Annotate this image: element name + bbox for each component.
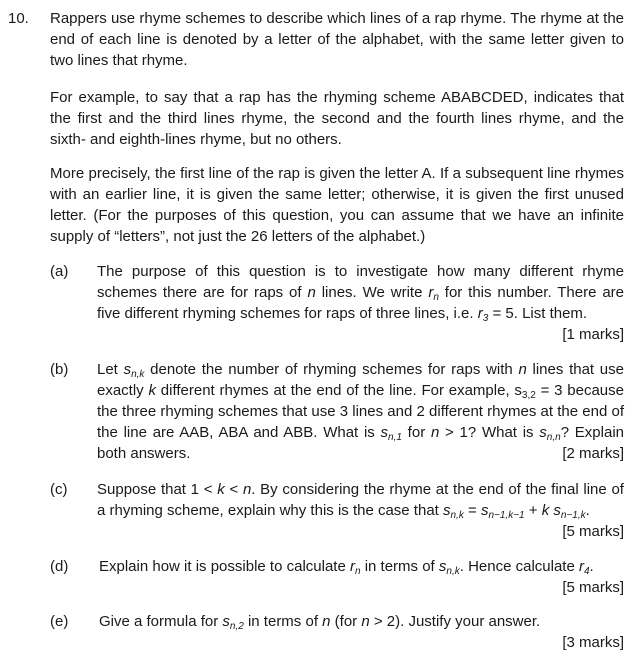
intro-paragraph-2: For example, to say that a rap has the rhyming scheme ABABCDED, indicates that the first and the third lines rhyme, the second and the fourth lines rhyme, and the sixth- and eighth-lines rhyme, but no others. <box>50 89 624 148</box>
part-e-text: Give a formula for $s_{n,2}$ in terms of n (for n > 2). Justify your answer. <box>99 613 541 632</box>
part-d-label: (d) <box>50 558 69 575</box>
part-e-label: (e) <box>50 613 69 630</box>
intro-paragraph-1: Rappers use rhyme schemes to describe which lines of a rap rhyme. The rhyme at the end of each line is denoted by a letter of the alphabet, with the same letter given to two lines that rhyme. <box>50 10 624 69</box>
part-b-marks: [2 marks] <box>562 445 624 462</box>
part-c-marks: [5 marks] <box>562 523 624 540</box>
part-e-body <box>99 611 624 653</box>
part-b-body <box>97 359 624 464</box>
question-number: 10. <box>8 10 29 27</box>
part-b-label: (b) <box>50 361 69 378</box>
part-d-body <box>99 556 624 598</box>
part-c-label: (c) <box>50 481 68 498</box>
part-e-marks: [3 marks] <box>562 634 624 651</box>
part-d-text: Explain how it is possible to calculate $r_n$ in terms of $s_{n,k}$. Hence calculate $r_4$. <box>99 558 594 577</box>
part-c-body <box>97 479 624 542</box>
part-a-text: The purpose of this question is to investigate how many different rhyme schemes there are for raps of n lines. We write $r_n$ for this number. There are five different rhyming schemes for raps of three lines, i.e. $r_3 = 5$. List them. <box>97 263 624 324</box>
intro-paragraph-3: More precisely, the first line of the rap is given the letter A. If a subsequent line rhymes with an earlier line, it is given the same letter; otherwise, it is given the first unused letter. (For the purposes of this question, you can assume that we have an infinite supply of “letters”, not just the 26 letters of the alphabet.) <box>50 165 624 245</box>
part-c-text: Suppose that 1 < k < n. By considering the rhyme at the end of the final line of a rhyming scheme, explain why this is the case that $s_{n,k} = s_{n-1,k-1} + k$ $s_{n-1,k}$. <box>97 481 624 521</box>
part-a-marks: [1 marks] <box>562 326 624 343</box>
part-a-label: (a) <box>50 263 69 280</box>
part-d-marks: [5 marks] <box>562 579 624 596</box>
part-a-body <box>97 261 624 345</box>
part-b-text: Let $s_{n,k}$ denote the number of rhyming schemes for raps with n lines that use exactly k different rhymes at the end of the line. For example, $s_{3,2} = 3$ because the three rhyming schemes that use 3 lines and 2 different rhymes at the end of the line are AAB, ABA and ABB. What is $s_{n,1}$ for n > 1? What is $s_{n,n}$? Explain both answers. [2 marks] <box>97 361 624 462</box>
